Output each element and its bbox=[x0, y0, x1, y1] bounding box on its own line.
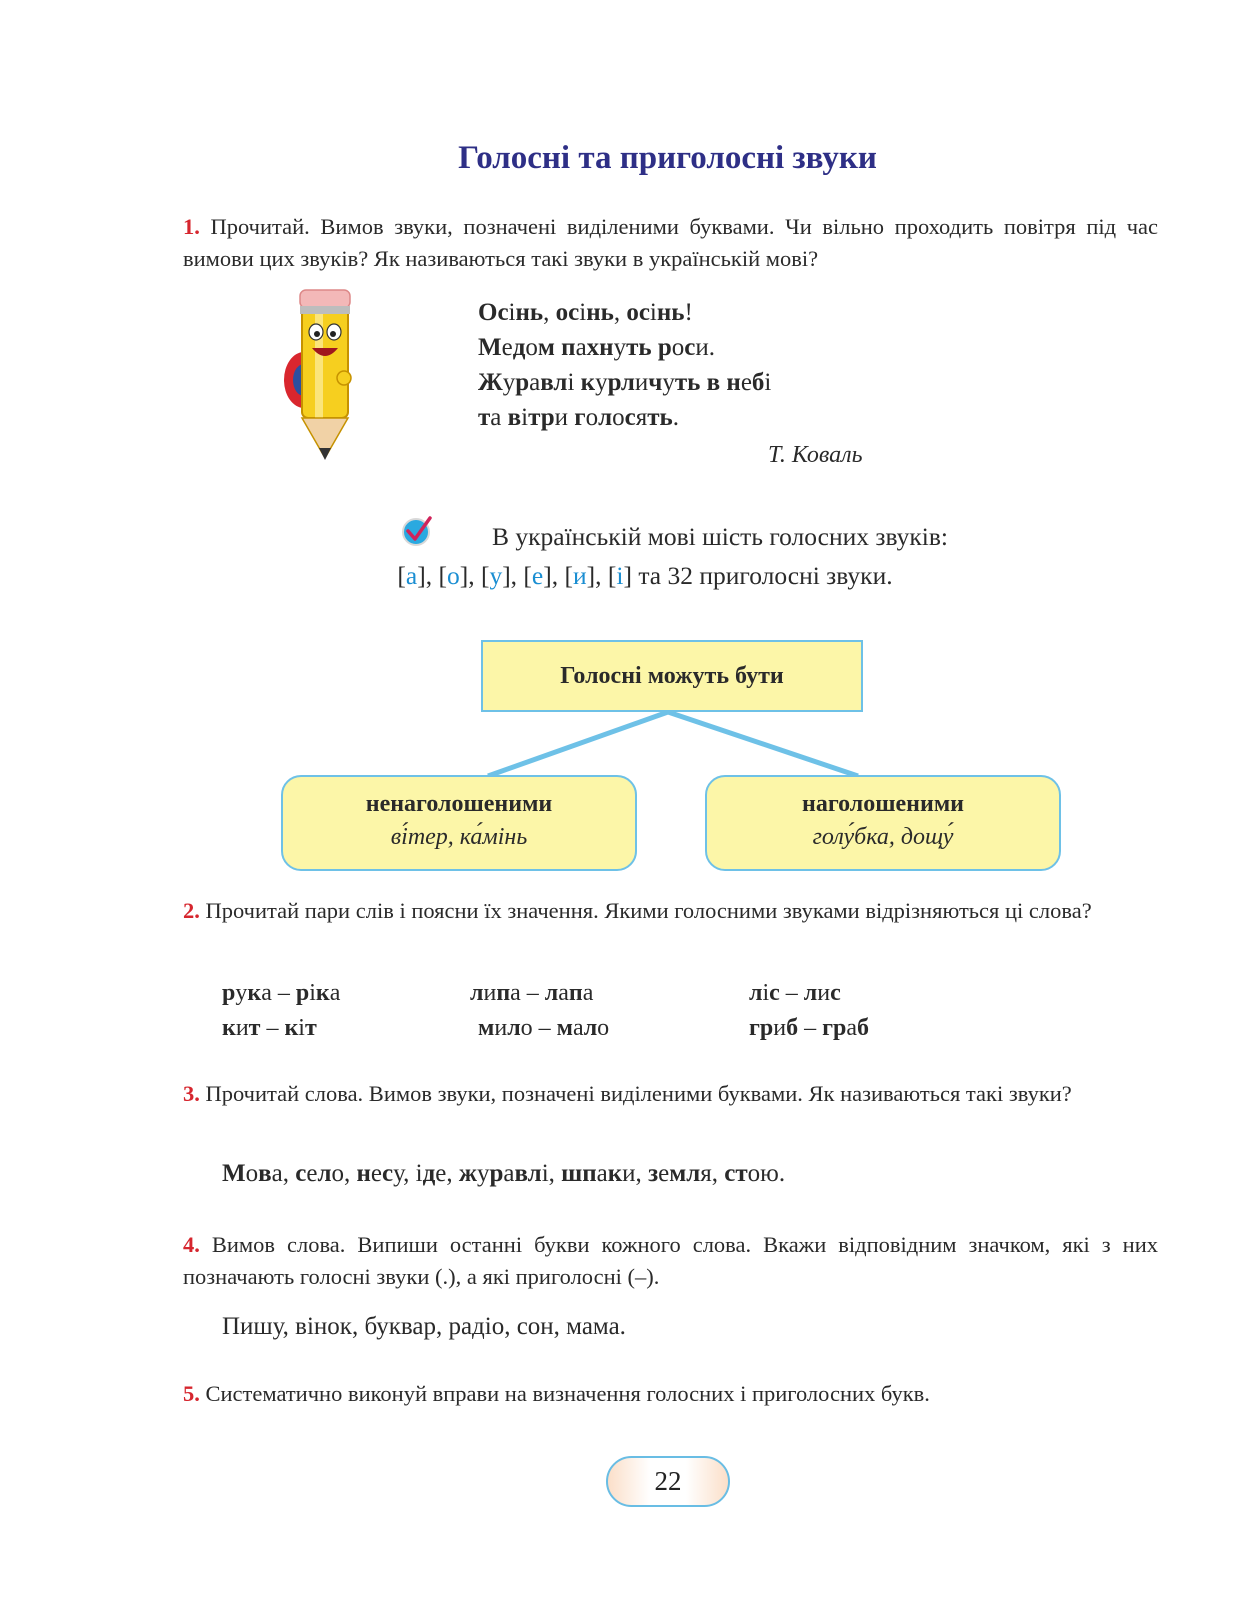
page-number: 22 bbox=[606, 1456, 730, 1507]
diagram-top-label: Голосні можуть бути bbox=[560, 663, 784, 689]
vowel-sound: і bbox=[616, 561, 624, 590]
word-pair: ліс – лис bbox=[749, 980, 841, 1006]
unstressed-examples: ві́тер, ка́мінь bbox=[390, 824, 528, 850]
task-text: Прочитай слова. Вимов звуки, позначені виділеними буквами. Як називаються такі звуки? bbox=[205, 1081, 1072, 1106]
poem-author: Т. Коваль bbox=[768, 442, 863, 468]
task-text: Прочитай. Вимов звуки, позначені виділеними буквами. Чи вільно проходить повітря під час вимови цих звуків? Як називаються такі звуки в українській мові? bbox=[183, 214, 1158, 271]
diagram-top-box bbox=[481, 640, 863, 712]
stressed-label: наголошеними bbox=[801, 791, 965, 817]
word-pair: кит – кіт bbox=[222, 1015, 317, 1041]
word-pair: мило – мало bbox=[478, 1015, 610, 1041]
diagram-right-box bbox=[705, 775, 1061, 871]
word-pairs-col-2 bbox=[470, 976, 609, 1046]
poem-line: та вітри голосять. bbox=[478, 404, 680, 431]
poem-line: Медом пахнуть роси. bbox=[478, 334, 715, 361]
word-pairs-col-1 bbox=[222, 976, 340, 1046]
poem-line: Журавлі курличуть в небі bbox=[478, 369, 772, 396]
vowel-sound: о bbox=[446, 561, 460, 590]
rule-line-1: В українській мові шість голосних звуків: bbox=[491, 522, 948, 551]
stressed-examples: голу́бка, дощу́ bbox=[812, 824, 954, 850]
vowel-sound: е bbox=[531, 561, 544, 590]
unstressed-label: ненаголошеними bbox=[365, 791, 553, 817]
task-4-words: Пишу, вінок, буквар, радіо, сон, мама. bbox=[222, 1313, 626, 1340]
task-number: 5. bbox=[183, 1381, 200, 1406]
task-number: 2. bbox=[183, 898, 200, 923]
vowel-sound: у bbox=[489, 561, 503, 590]
task-text: Прочитай пари слів і поясни їх значення. Якими голосними звуками відрізняються ці слова? bbox=[205, 898, 1092, 923]
diagram-left-box bbox=[281, 775, 637, 871]
rule-line-2: [а], [о], [у], [е], [и], [і] та 32 приголосні звуки. bbox=[397, 561, 893, 590]
word-pair: гриб – граб bbox=[749, 1015, 869, 1041]
page-title: Голосні та приголосні звуки bbox=[458, 140, 877, 176]
task-number: 1. bbox=[183, 214, 200, 239]
task-4 bbox=[183, 1229, 1158, 1293]
task-number: 3. bbox=[183, 1081, 200, 1106]
vowel-sound: и bbox=[572, 561, 587, 590]
task-2 bbox=[183, 895, 1158, 927]
vowel-sound: а bbox=[405, 561, 418, 590]
task-5 bbox=[183, 1378, 1158, 1410]
rule-line-end: та 32 приголосні звуки. bbox=[638, 561, 893, 590]
task-3-words: Мова, село, несу, іде, журавлі, шпаки, земля, стою. bbox=[222, 1160, 786, 1187]
task-text: Вимов слова. Випиши останні букви кожного слова. Вкажи відповідним значком, які з них позначають голосні звуки (.), а які приголосні (–). bbox=[183, 1232, 1158, 1289]
word-pair: рука – ріка bbox=[222, 980, 341, 1006]
word-pair: липа – лапа bbox=[470, 980, 594, 1006]
task-number: 4. bbox=[183, 1232, 200, 1257]
task-3 bbox=[183, 1078, 1158, 1110]
task-text: Систематично виконуй вправи на визначення голосних і приголосних букв. bbox=[205, 1381, 930, 1406]
word-pairs-col-3 bbox=[749, 976, 869, 1046]
poem-line: Осінь, осінь, осінь! bbox=[478, 299, 693, 326]
